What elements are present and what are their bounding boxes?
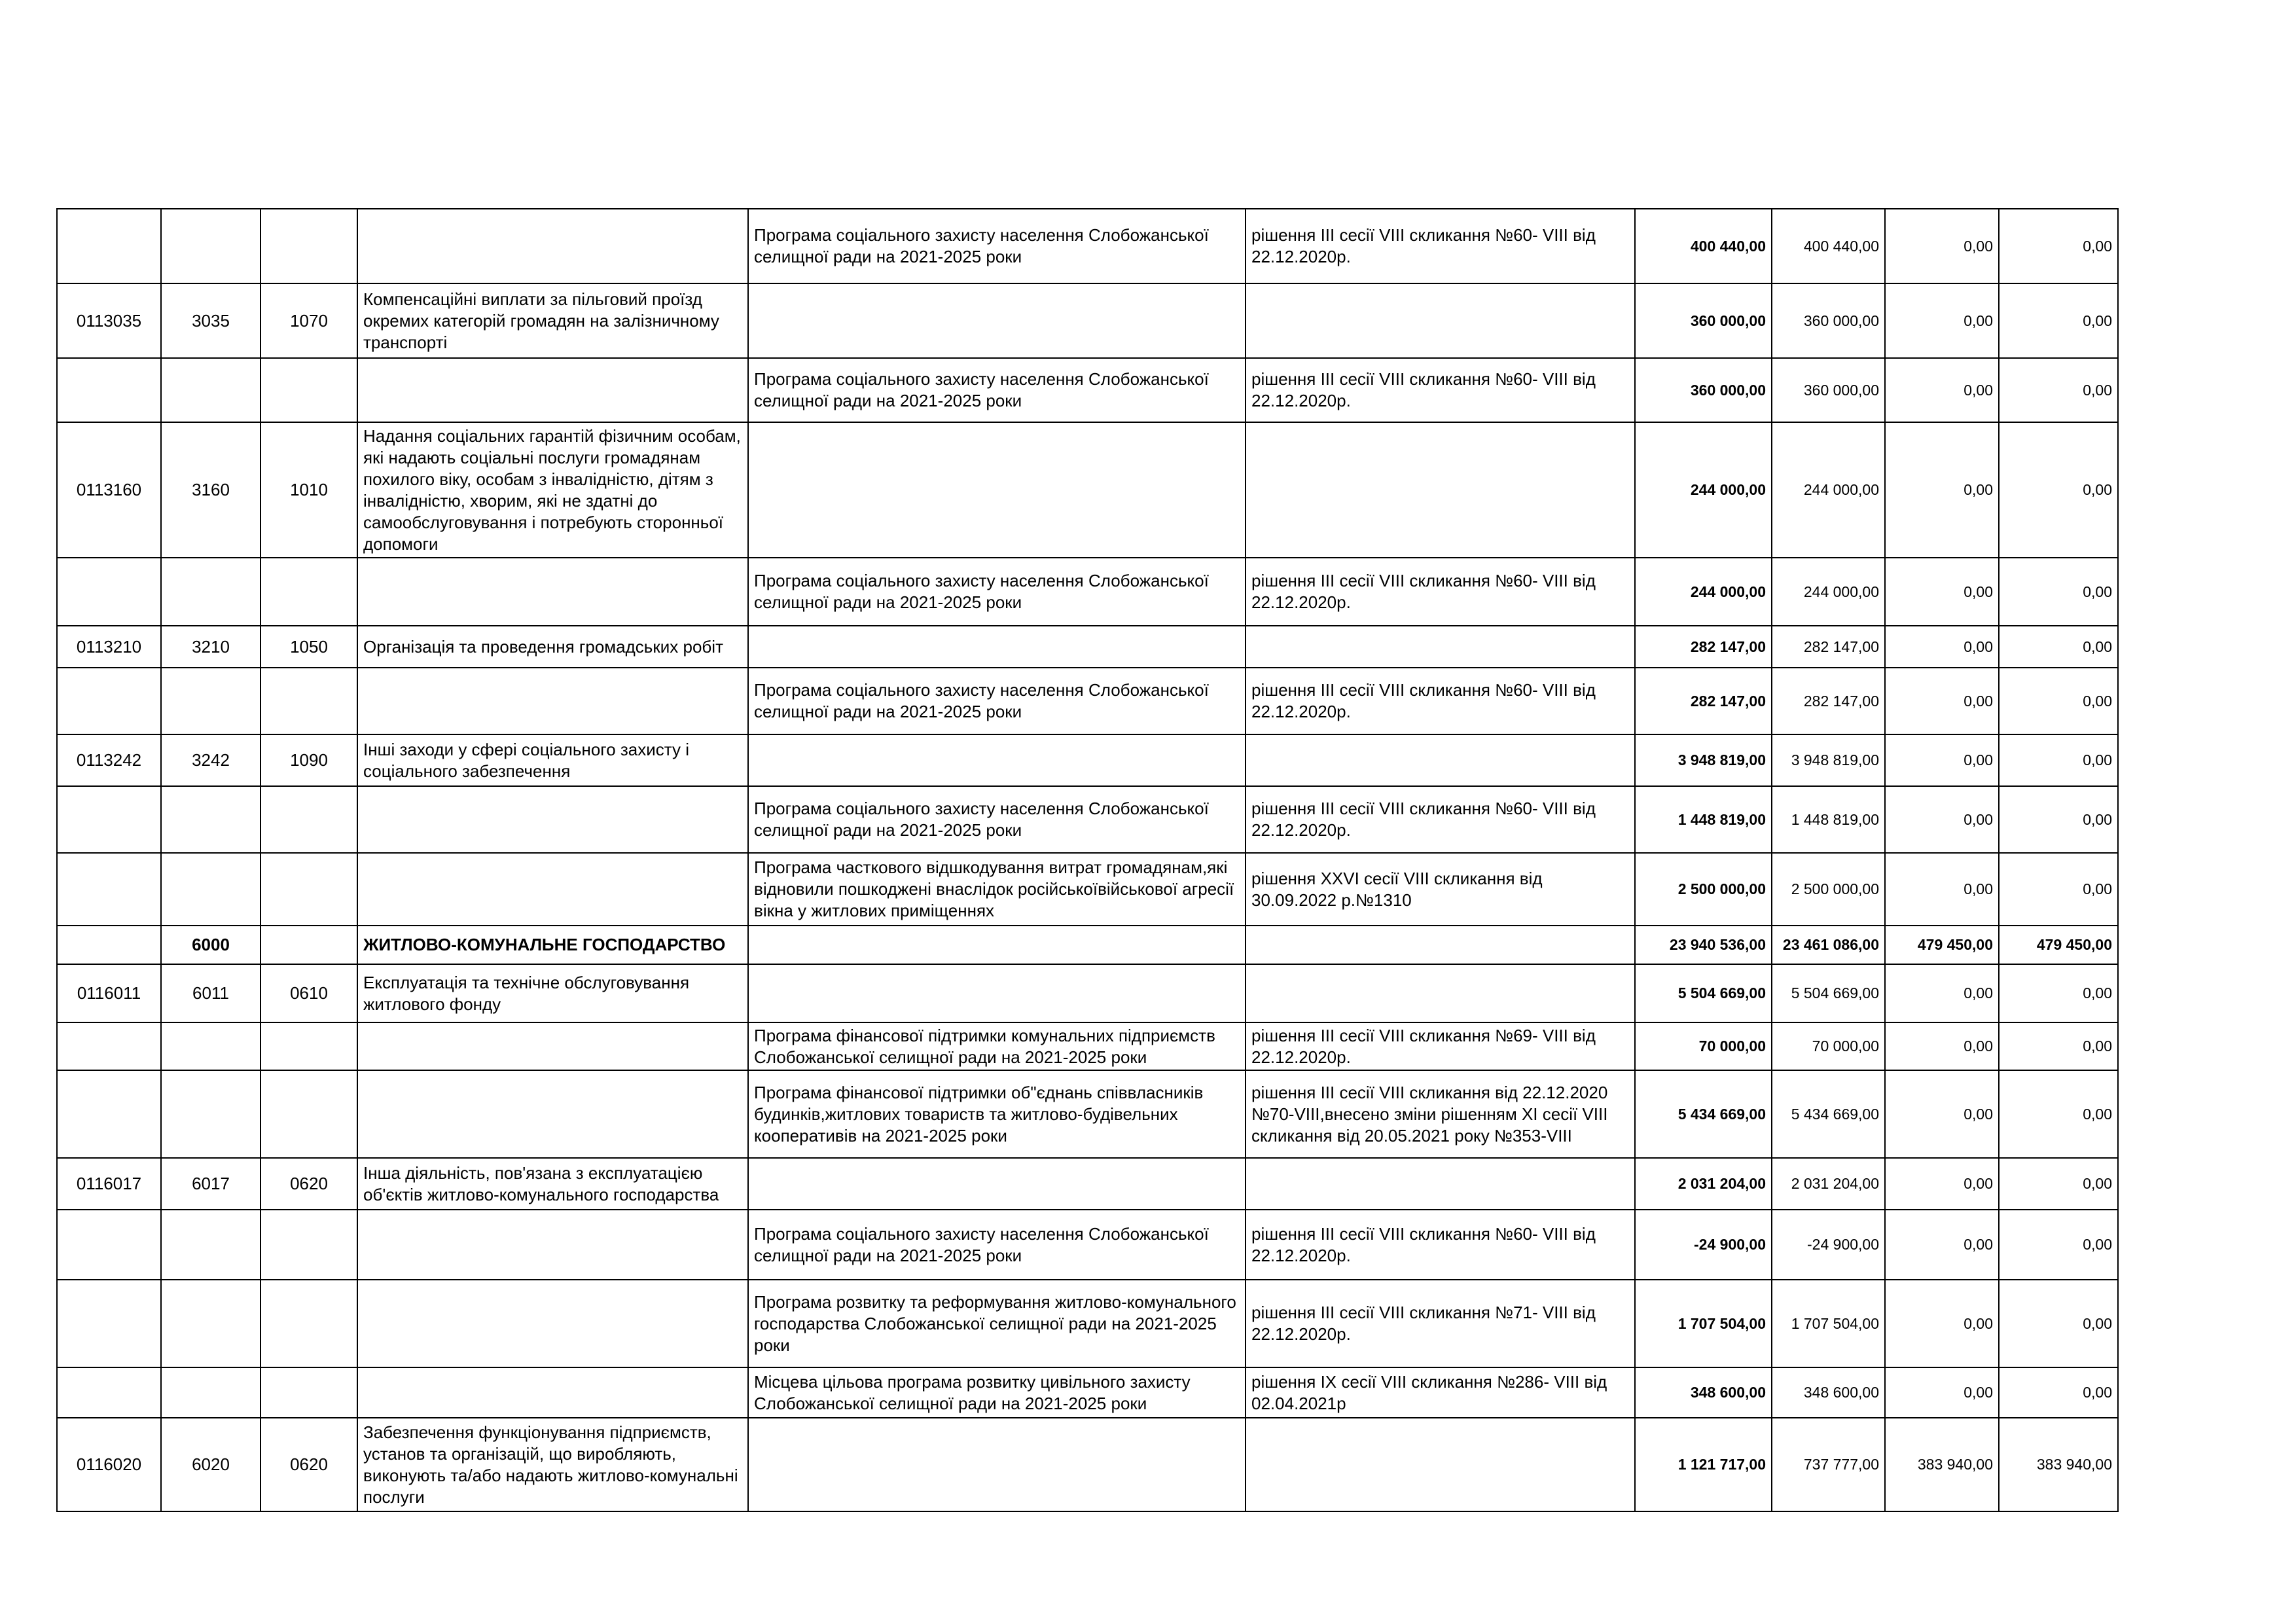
amount-2-cell: 2 031 204,00: [1772, 1158, 1885, 1210]
amount-2-cell: -24 900,00: [1772, 1210, 1885, 1280]
code-fk-cell: [260, 558, 357, 626]
decision-reference-cell: рішення ІІІ сесії VIII скликання №60- VIII від 22.12.2020р.: [1246, 786, 1635, 853]
amount-3-cell: 0,00: [1885, 786, 1999, 853]
amount-2-cell: 348 600,00: [1772, 1367, 1885, 1418]
amount-1-cell: 3 948 819,00: [1635, 734, 1772, 786]
code-tpkvkmb-cell: 3035: [161, 283, 260, 358]
code-fk-cell: 1070: [260, 283, 357, 358]
code-program-cell: 0113210: [57, 626, 161, 668]
code-tpkvkmb-cell: [161, 1367, 260, 1418]
code-fk-cell: [260, 786, 357, 853]
code-tpkvkmb-cell: [161, 853, 260, 926]
amount-2-cell: 5 434 669,00: [1772, 1070, 1885, 1158]
amount-2-cell: 400 440,00: [1772, 209, 1885, 283]
decision-reference-cell: рішення ІІІ сесії VIII скликання від 22.12.2020 №70-VIII,внесено зміни рішенням XI сесії VIII скликання від 20.05.2021 року №353-VIII: [1246, 1070, 1635, 1158]
expenditure-name-cell: [357, 668, 748, 734]
amount-2-cell: 1 707 504,00: [1772, 1280, 1885, 1367]
table-row: [57, 1418, 2118, 1511]
decision-reference-cell: [1246, 1418, 1635, 1511]
amount-2-cell: 3 948 819,00: [1772, 734, 1885, 786]
code-program-cell: [57, 1280, 161, 1367]
amount-4-cell: 0,00: [1999, 1022, 2118, 1070]
code-fk-cell: [260, 853, 357, 926]
amount-2-cell: 737 777,00: [1772, 1418, 1885, 1511]
amount-4-cell: 0,00: [1999, 626, 2118, 668]
code-program-cell: [57, 358, 161, 422]
amount-2-cell: 360 000,00: [1772, 358, 1885, 422]
amount-1-cell: 360 000,00: [1635, 358, 1772, 422]
code-program-cell: 0113035: [57, 283, 161, 358]
code-program-cell: [57, 1210, 161, 1280]
code-program-cell: [57, 786, 161, 853]
amount-1-cell: 244 000,00: [1635, 422, 1772, 558]
expenditure-name-cell: Компенсаційні виплати за пільговий проїзд окремих категорій громадян на залізничному транспорті: [357, 283, 748, 358]
decision-reference-cell: рішення ІІІ сесії VIII скликання №60- VIII від 22.12.2020р.: [1246, 668, 1635, 734]
program-name-cell: Програма соціального захисту населення Слобожанської селищної ради на 2021-2025 роки: [748, 786, 1246, 853]
expenditure-name-cell: [357, 1070, 748, 1158]
decision-reference-cell: рішення ІІІ сесії VIII скликання №71- VIII від 22.12.2020р.: [1246, 1280, 1635, 1367]
decision-reference-cell: [1246, 964, 1635, 1022]
decision-reference-cell: рішення ІІІ сесії VIII скликання №60- VIII від 22.12.2020р.: [1246, 358, 1635, 422]
table-row: [57, 853, 2118, 926]
code-fk-cell: 1010: [260, 422, 357, 558]
code-fk-cell: 0620: [260, 1158, 357, 1210]
table-row: [57, 1280, 2118, 1367]
decision-reference-cell: [1246, 626, 1635, 668]
amount-1-cell: 5 434 669,00: [1635, 1070, 1772, 1158]
code-program-cell: 0116011: [57, 964, 161, 1022]
expenditure-name-cell: Забезпечення функціонування підприємств, установ та організацій, що виробляють, виконують та/або надають житлово-комунальні послуги: [357, 1418, 748, 1511]
amount-4-cell: 0,00: [1999, 1158, 2118, 1210]
amount-1-cell: -24 900,00: [1635, 1210, 1772, 1280]
amount-4-cell: 0,00: [1999, 853, 2118, 926]
decision-reference-cell: рішення ІІІ сесії VIII скликання №60- VIII від 22.12.2020р.: [1246, 558, 1635, 626]
table-row: [57, 1210, 2118, 1280]
code-fk-cell: 0620: [260, 1418, 357, 1511]
table-row: [57, 358, 2118, 422]
program-name-cell: Програма часткового відшкодування витрат громадянам,які відновили пошкоджені внаслідок російськоївійськової агресії вікна у житлових приміщеннях: [748, 853, 1246, 926]
decision-reference-cell: [1246, 734, 1635, 786]
expenditure-name-cell: [357, 853, 748, 926]
program-name-cell: Програма соціального захисту населення Слобожанської селищної ради на 2021-2025 роки: [748, 1210, 1246, 1280]
code-tpkvkmb-cell: [161, 1022, 260, 1070]
program-name-cell: [748, 1158, 1246, 1210]
code-program-cell: 0113242: [57, 734, 161, 786]
expenditure-name-cell: [357, 1210, 748, 1280]
amount-4-cell: 0,00: [1999, 1210, 2118, 1280]
code-fk-cell: [260, 668, 357, 734]
amount-4-cell: 0,00: [1999, 1280, 2118, 1367]
program-name-cell: Програма соціального захисту населення Слобожанської селищної ради на 2021-2025 роки: [748, 358, 1246, 422]
code-fk-cell: [260, 926, 357, 964]
program-name-cell: [748, 422, 1246, 558]
decision-reference-cell: рішення IX сесії VIII скликання №286- VIII від 02.04.2021р: [1246, 1367, 1635, 1418]
code-tpkvkmb-cell: 6011: [161, 964, 260, 1022]
code-program-cell: [57, 1070, 161, 1158]
program-name-cell: Програма розвитку та реформування житлово-комунального господарства Слобожанської селищної ради на 2021-2025 роки: [748, 1280, 1246, 1367]
amount-3-cell: 0,00: [1885, 422, 1999, 558]
amount-4-cell: 0,00: [1999, 1367, 2118, 1418]
code-tpkvkmb-cell: [161, 209, 260, 283]
amount-3-cell: 0,00: [1885, 1367, 1999, 1418]
amount-1-cell: 1 448 819,00: [1635, 786, 1772, 853]
expenditure-name-cell: [357, 1280, 748, 1367]
code-program-cell: 0116020: [57, 1418, 161, 1511]
decision-reference-cell: [1246, 283, 1635, 358]
amount-4-cell: 0,00: [1999, 558, 2118, 626]
decision-reference-cell: рішення ІІІ сесії VIII скликання №69- VIII від 22.12.2020р.: [1246, 1022, 1635, 1070]
amount-3-cell: 0,00: [1885, 1280, 1999, 1367]
table-row: [57, 1158, 2118, 1210]
code-program-cell: [57, 1022, 161, 1070]
code-program-cell: [57, 926, 161, 964]
code-fk-cell: [260, 1022, 357, 1070]
amount-1-cell: 70 000,00: [1635, 1022, 1772, 1070]
expenditure-name-cell: Інша діяльність, пов'язана з експлуатацією об'єктів житлово-комунального господарства: [357, 1158, 748, 1210]
amount-2-cell: 1 448 819,00: [1772, 786, 1885, 853]
table-body: [57, 209, 2118, 1511]
code-program-cell: 0116017: [57, 1158, 161, 1210]
amount-4-cell: 0,00: [1999, 422, 2118, 558]
expenditure-name-cell: Надання соціальних гарантій фізичним особам, які надають соціальні послуги громадянам похилого віку, особам з інвалідністю, дітям з інвалідністю, хворим, які не здатні до самообслуговування і потребують сторонньої допомоги: [357, 422, 748, 558]
program-name-cell: Програма соціального захисту населення Слобожанської селищної ради на 2021-2025 роки: [748, 558, 1246, 626]
code-fk-cell: [260, 358, 357, 422]
table-row: [57, 422, 2118, 558]
expenditure-name-cell: Інші заходи у сфері соціального захисту і соціального забезпечення: [357, 734, 748, 786]
table-row: [57, 964, 2118, 1022]
amount-1-cell: 2 500 000,00: [1635, 853, 1772, 926]
amount-1-cell: 2 031 204,00: [1635, 1158, 1772, 1210]
decision-reference-cell: [1246, 926, 1635, 964]
code-program-cell: [57, 558, 161, 626]
amount-1-cell: 1 707 504,00: [1635, 1280, 1772, 1367]
amount-3-cell: 0,00: [1885, 1070, 1999, 1158]
amount-1-cell: 360 000,00: [1635, 283, 1772, 358]
code-tpkvkmb-cell: 6020: [161, 1418, 260, 1511]
expenditure-name-cell: ЖИТЛОВО-КОМУНАЛЬНЕ ГОСПОДАРСТВО: [357, 926, 748, 964]
expenditure-name-cell: [357, 786, 748, 853]
amount-3-cell: 0,00: [1885, 964, 1999, 1022]
amount-2-cell: 2 500 000,00: [1772, 853, 1885, 926]
program-name-cell: [748, 283, 1246, 358]
table-row: [57, 626, 2118, 668]
code-tpkvkmb-cell: [161, 358, 260, 422]
code-tpkvkmb-cell: [161, 1280, 260, 1367]
amount-3-cell: 479 450,00: [1885, 926, 1999, 964]
table-row: [57, 668, 2118, 734]
table-row: [57, 1070, 2118, 1158]
program-name-cell: Програма фінансової підтримки комунальних підприємств Слобожанської селищної ради на 2021-2025 роки: [748, 1022, 1246, 1070]
code-fk-cell: 0610: [260, 964, 357, 1022]
amount-2-cell: 244 000,00: [1772, 558, 1885, 626]
amount-4-cell: 383 940,00: [1999, 1418, 2118, 1511]
amount-4-cell: 0,00: [1999, 786, 2118, 853]
amount-1-cell: 23 940 536,00: [1635, 926, 1772, 964]
program-name-cell: Програма соціального захисту населення Слобожанської селищної ради на 2021-2025 роки: [748, 668, 1246, 734]
expenditure-name-cell: [357, 1367, 748, 1418]
table-row: [57, 283, 2118, 358]
amount-4-cell: 0,00: [1999, 209, 2118, 283]
code-tpkvkmb-cell: [161, 668, 260, 734]
program-name-cell: [748, 626, 1246, 668]
code-tpkvkmb-cell: 3210: [161, 626, 260, 668]
expenditure-name-cell: [357, 209, 748, 283]
amount-3-cell: 0,00: [1885, 209, 1999, 283]
table-row: [57, 786, 2118, 853]
table-row: [57, 926, 2118, 964]
amount-1-cell: 282 147,00: [1635, 668, 1772, 734]
code-fk-cell: [260, 1280, 357, 1367]
amount-1-cell: 400 440,00: [1635, 209, 1772, 283]
code-program-cell: [57, 1367, 161, 1418]
code-fk-cell: [260, 1210, 357, 1280]
amount-1-cell: 348 600,00: [1635, 1367, 1772, 1418]
program-name-cell: Програма фінансової підтримки об"єднань співвласників будинків,житлових товариств та житлово-будівельних кооперативів на 2021-2025 роки: [748, 1070, 1246, 1158]
code-fk-cell: 1050: [260, 626, 357, 668]
code-tpkvkmb-cell: 6017: [161, 1158, 260, 1210]
amount-1-cell: 282 147,00: [1635, 626, 1772, 668]
budget-table: [56, 208, 2119, 1512]
amount-2-cell: 70 000,00: [1772, 1022, 1885, 1070]
amount-3-cell: 0,00: [1885, 283, 1999, 358]
code-program-cell: 0113160: [57, 422, 161, 558]
expenditure-name-cell: [357, 1022, 748, 1070]
expenditure-name-cell: Експлуатація та технічне обслуговування житлового фонду: [357, 964, 748, 1022]
amount-3-cell: 0,00: [1885, 734, 1999, 786]
program-name-cell: [748, 926, 1246, 964]
program-name-cell: [748, 734, 1246, 786]
code-tpkvkmb-cell: 3160: [161, 422, 260, 558]
amount-4-cell: 479 450,00: [1999, 926, 2118, 964]
amount-4-cell: 0,00: [1999, 283, 2118, 358]
code-program-cell: [57, 853, 161, 926]
code-tpkvkmb-cell: [161, 786, 260, 853]
amount-1-cell: 5 504 669,00: [1635, 964, 1772, 1022]
table-row: [57, 1022, 2118, 1070]
expenditure-name-cell: Організація та проведення громадських робіт: [357, 626, 748, 668]
program-name-cell: [748, 964, 1246, 1022]
amount-2-cell: 5 504 669,00: [1772, 964, 1885, 1022]
table-row: [57, 558, 2118, 626]
code-fk-cell: 1090: [260, 734, 357, 786]
program-name-cell: Місцева цільова програма розвитку цивільного захисту Слобожанської селищної ради на 2021-2025 роки: [748, 1367, 1246, 1418]
amount-4-cell: 0,00: [1999, 668, 2118, 734]
amount-4-cell: 0,00: [1999, 734, 2118, 786]
amount-2-cell: 23 461 086,00: [1772, 926, 1885, 964]
code-fk-cell: [260, 1070, 357, 1158]
decision-reference-cell: [1246, 1158, 1635, 1210]
amount-3-cell: 0,00: [1885, 358, 1999, 422]
code-tpkvkmb-cell: 3242: [161, 734, 260, 786]
amount-3-cell: 0,00: [1885, 1158, 1999, 1210]
amount-3-cell: 0,00: [1885, 668, 1999, 734]
table-row: [57, 209, 2118, 283]
program-name-cell: Програма соціального захисту населення Слобожанської селищної ради на 2021-2025 роки: [748, 209, 1246, 283]
code-fk-cell: [260, 209, 357, 283]
code-tpkvkmb-cell: [161, 1210, 260, 1280]
code-program-cell: [57, 668, 161, 734]
amount-4-cell: 0,00: [1999, 964, 2118, 1022]
amount-4-cell: 0,00: [1999, 1070, 2118, 1158]
code-tpkvkmb-cell: [161, 1070, 260, 1158]
amount-1-cell: 244 000,00: [1635, 558, 1772, 626]
decision-reference-cell: рішення ІІІ сесії VIII скликання №60- VIII від 22.12.2020р.: [1246, 209, 1635, 283]
decision-reference-cell: [1246, 422, 1635, 558]
table-row: [57, 1367, 2118, 1418]
amount-1-cell: 1 121 717,00: [1635, 1418, 1772, 1511]
amount-3-cell: 0,00: [1885, 853, 1999, 926]
expenditure-name-cell: [357, 358, 748, 422]
expenditure-name-cell: [357, 558, 748, 626]
program-name-cell: [748, 1418, 1246, 1511]
code-fk-cell: [260, 1367, 357, 1418]
amount-2-cell: 282 147,00: [1772, 626, 1885, 668]
code-tpkvkmb-cell: 6000: [161, 926, 260, 964]
decision-reference-cell: рішення ІІІ сесії VIII скликання №60- VIII від 22.12.2020р.: [1246, 1210, 1635, 1280]
amount-2-cell: 360 000,00: [1772, 283, 1885, 358]
amount-3-cell: 0,00: [1885, 1210, 1999, 1280]
decision-reference-cell: рішення XXVI сесії VIII скликання від 30.09.2022 р.№1310: [1246, 853, 1635, 926]
amount-3-cell: 383 940,00: [1885, 1418, 1999, 1511]
table-row: [57, 734, 2118, 786]
amount-2-cell: 282 147,00: [1772, 668, 1885, 734]
code-tpkvkmb-cell: [161, 558, 260, 626]
code-program-cell: [57, 209, 161, 283]
amount-3-cell: 0,00: [1885, 558, 1999, 626]
amount-3-cell: 0,00: [1885, 626, 1999, 668]
amount-4-cell: 0,00: [1999, 358, 2118, 422]
amount-3-cell: 0,00: [1885, 1022, 1999, 1070]
amount-2-cell: 244 000,00: [1772, 422, 1885, 558]
